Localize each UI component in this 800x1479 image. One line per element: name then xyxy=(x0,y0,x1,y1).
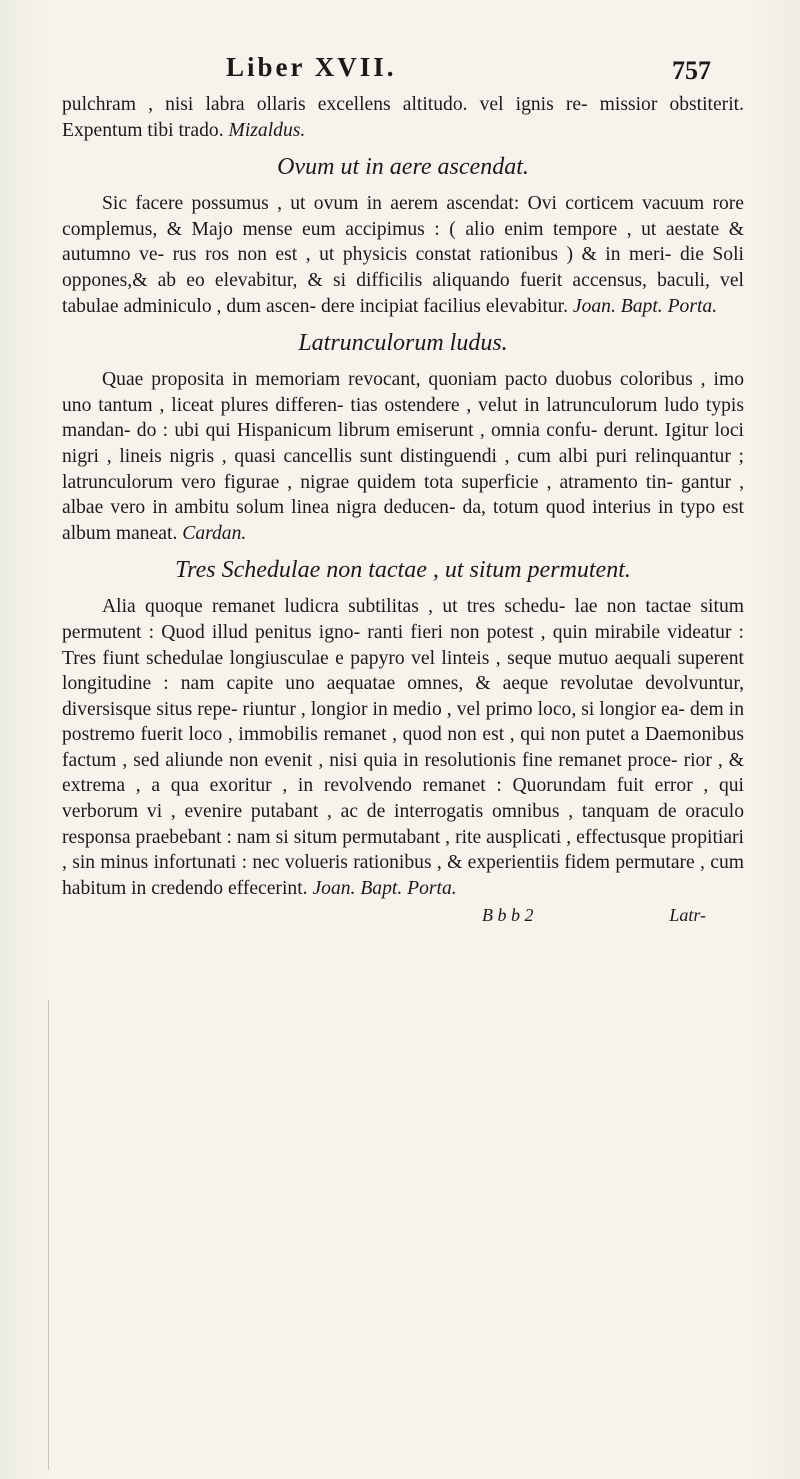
running-title: Liber XVII. xyxy=(226,52,397,82)
source-citation: Joan. Bapt. Porta. xyxy=(572,295,718,317)
catchword: Latr- xyxy=(669,905,706,926)
section-heading-ovum: Ovum ut in aere ascendat. xyxy=(277,154,529,181)
paragraph-schedulae xyxy=(62,594,744,901)
paragraph-text: pulchram , nisi labra ollaris excellens altitudo. vel ignis re- missior obstiterit. Expentum tibi trado. xyxy=(62,94,744,141)
paragraph-intro xyxy=(62,92,744,143)
paragraph-text: Alia quoque remanet ludicra subtilitas , ut tres schedu- lae non tactae situm permutent : Quod illud penitus igno- ranti fieri non potest , quin mirabile videatur : Tres fiunt schedulae longiusculae e papyro vel linteis , seque mutuo aequali superent longitudine : nam capite uno aequatae omnes, & aeque revolutae devolvuntur, diversisque situs repe- riuntur , longior in medio , vel primo loco, si longior ea- dem in postremo fuerit loco , immobilis remanet , quod non est , qui non putet a Daemonibus factum , sed aliunde non evenit , nisi quia in resolutionis fine remanet proce- rior , & extrema , a qua exoritur , in revolvendo remanet : Quorundam fuit error , qui verborum vi , evenire putabant , ac de interrogatis omnibus , tanquam de oraculo responsa praebebant : nam si situm permutabant , rite ausplicati , effectusque propitiari , sin minus infortunati : nec volueris rationibus , & experientiis fidem permutare , cum habitum in credendo effecerint. xyxy=(62,596,744,899)
binding-edge-line xyxy=(48,1000,49,1470)
section-heading-latrunculorum: Latrunculorum ludus. xyxy=(298,330,508,357)
source-citation: Cardan. xyxy=(182,522,247,544)
page-number: 757 xyxy=(672,56,711,85)
signature-mark: B b b 2 xyxy=(482,905,534,926)
section-heading-schedulae: Tres Schedulae non tactae , ut situm permutent. xyxy=(175,557,631,584)
source-citation: Joan. Bapt. Porta. xyxy=(312,877,457,899)
body-text xyxy=(62,92,744,929)
page-footer xyxy=(62,903,744,929)
running-head xyxy=(0,52,800,92)
paragraph-ovum xyxy=(62,191,744,319)
paragraph-latrunculorum xyxy=(62,367,744,546)
paragraph-text: Quae proposita in memoriam revocant, quoniam pacto duobus coloribus , imo uno tantum , liceat plures differen- tias ostendere , velut in latrunculorum ludo typis mandan- do : ubi qui Hispanicum librum emiserunt , omnia confu- derunt. Igitur loci nigri , lineis nigris , quasi cancellis sunt distinguendi , cum albi puri relinquantur ; latrunculorum vero figurae , nigrae quidem tota superficie , atramento tin- gantur , albae vero in ambitu solum linea nigra deducen- da, totum quod interius in typo est album maneat. xyxy=(62,369,744,544)
paragraph-text: Sic facere possumus , ut ovum in aerem ascendat: Ovi corticem vacuum rore complemus, & Majo mense eum accipimus : ( alio enim tempore , ut aestate & autumno ve- rus ros non est , ut physicis constat rationibus ) & in meri- die Soli oppones,& ab eo elevabitur, & si difficilis aliquando fuerit accensus, baculi, vel tabulae adminiculo , dum ascen- dere incipiat facilius elevabitur. xyxy=(62,193,744,317)
source-citation: Mizaldus. xyxy=(228,119,306,141)
